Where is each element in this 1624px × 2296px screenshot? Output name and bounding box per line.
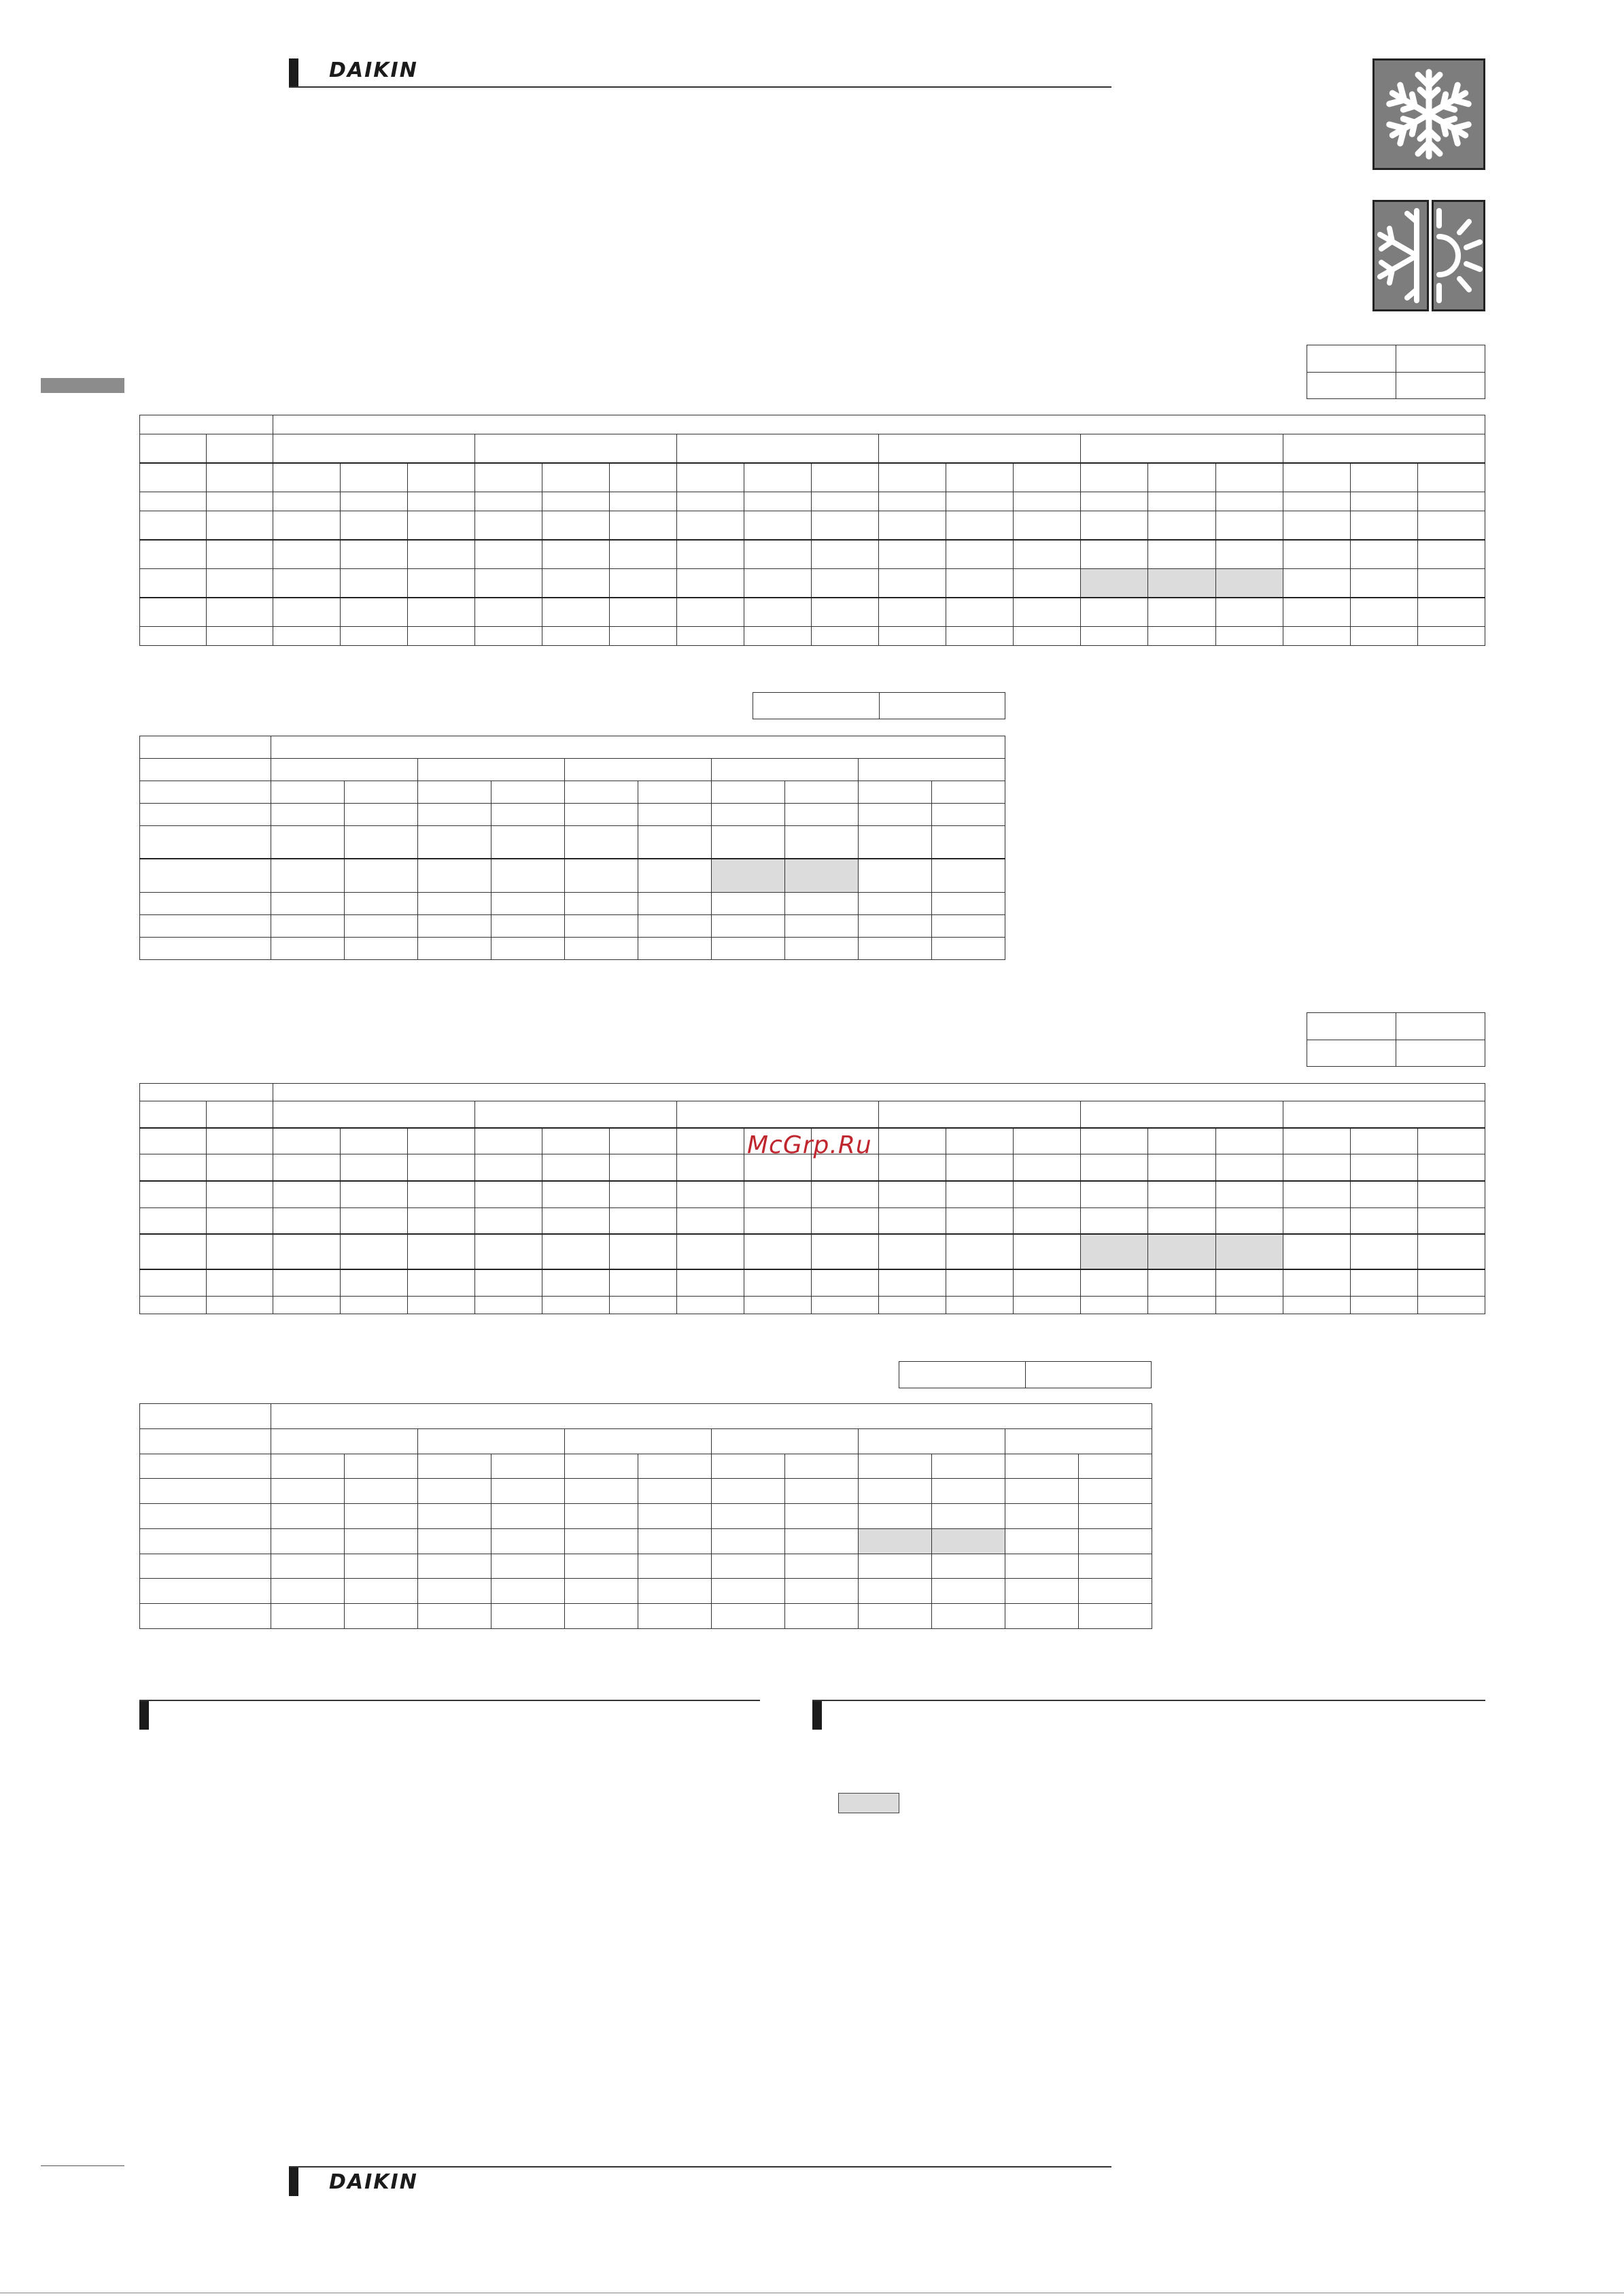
footer-brand-logo: DAIKIN <box>329 2170 418 2194</box>
table-d-key-box <box>899 1361 1152 1388</box>
capacity-table-c <box>139 1083 1485 1314</box>
half-snowflake-glyph-left <box>1375 202 1427 309</box>
footer-accent-bar <box>289 2166 298 2196</box>
snowflake-icon <box>1372 58 1485 170</box>
capacity-table-a <box>139 415 1485 646</box>
half-sun-glyph-right <box>1434 202 1483 309</box>
shaded-legend-swatch <box>838 1793 899 1813</box>
notes-right-rule <box>812 1700 1485 1701</box>
split-snowflake-icon-left <box>1372 200 1429 311</box>
capacity-table-b <box>139 736 1005 960</box>
table-b-key-box <box>753 692 1005 719</box>
header-rule <box>289 86 1111 88</box>
header-brand-logo: DAIKIN <box>329 58 418 82</box>
table-c-key-box <box>1307 1012 1485 1067</box>
side-tab-marker <box>41 378 124 393</box>
split-snowflake-icon-right <box>1432 200 1485 311</box>
capacity-table-d <box>139 1403 1152 1629</box>
notes-right-accent <box>812 1700 822 1730</box>
watermark-text: McGrp.Ru <box>747 1131 872 1159</box>
table-a-key-box <box>1307 345 1485 399</box>
footer-left-rule <box>41 2165 124 2166</box>
header-accent-bar <box>289 58 298 87</box>
notes-left-rule <box>139 1700 760 1701</box>
snowflake-glyph <box>1375 61 1483 168</box>
notes-left-accent <box>139 1700 149 1730</box>
footer-rule <box>289 2166 1111 2168</box>
